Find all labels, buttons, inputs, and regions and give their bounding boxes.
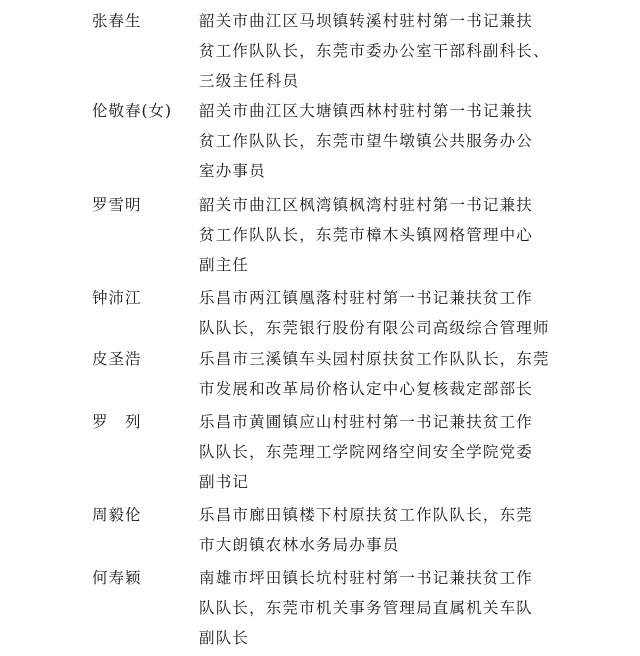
person-name: 钟沛江 <box>92 289 142 307</box>
person-name: 周毅伦 <box>92 506 142 524</box>
person-description <box>199 6 559 96</box>
person-description <box>199 344 559 404</box>
description-line: 韶关市曲江区大塘镇西林村驻村第一书记兼扶 <box>199 102 534 120</box>
description-line: 队队长，东莞理工学院网络空间安全学院党委 <box>199 443 534 461</box>
description-line: 韶关市曲江区枫湾镇枫湾村驻村第一书记兼扶 <box>199 196 534 214</box>
description-line: 队队长，东莞市机关事务管理局直属机关车队 <box>199 599 534 617</box>
person-description <box>199 563 559 653</box>
description-line: 队队长，东莞银行股份有限公司高级综合管理师 <box>199 319 550 337</box>
person-description <box>199 500 559 560</box>
description-line: 副队长 <box>199 629 250 647</box>
person-description <box>199 283 559 343</box>
description-line: 韶关市曲江区马坝镇转溪村驻村第一书记兼扶 <box>199 12 534 30</box>
person-name: 何寿颖 <box>92 569 142 587</box>
description-line: 乐昌市两江镇凰落村驻村第一书记兼扶贫工作 <box>199 289 534 307</box>
description-line: 副书记 <box>199 473 250 491</box>
person-name: 皮圣浩 <box>92 350 142 368</box>
person-name: 罗 列 <box>92 413 142 431</box>
description-line: 市发展和改革局价格认定中心复核裁定部部长 <box>199 380 534 398</box>
description-line: 贫工作队队长，东莞市樟木头镇网格管理中心 <box>199 226 534 244</box>
description-line: 三级主任科员 <box>199 72 300 90</box>
person-description <box>199 96 559 186</box>
description-line: 市大朗镇农林水务局办事员 <box>199 536 400 554</box>
person-name: 伦敬春(女) <box>92 102 173 120</box>
description-line: 贫工作队队长，东莞市望牛墩镇公共服务办公 <box>199 132 534 150</box>
description-line: 室办事员 <box>199 162 266 180</box>
description-line: 副主任 <box>199 256 250 274</box>
person-name: 罗雪明 <box>92 196 142 214</box>
description-line: 乐昌市黄圃镇应山村驻村第一书记兼扶贫工作 <box>199 413 534 431</box>
person-description <box>199 190 559 280</box>
person-description <box>199 407 559 497</box>
description-line: 贫工作队队长，东莞市委办公室干部科副科长、 <box>199 42 550 60</box>
person-name: 张春生 <box>92 12 142 30</box>
description-line: 乐昌市廊田镇楼下村原扶贫工作队队长，东莞 <box>199 506 534 524</box>
description-line: 南雄市坪田镇长坑村驻村第一书记兼扶贫工作 <box>199 569 534 587</box>
description-line: 乐昌市三溪镇车头园村原扶贫工作队队长，东莞 <box>199 350 550 368</box>
